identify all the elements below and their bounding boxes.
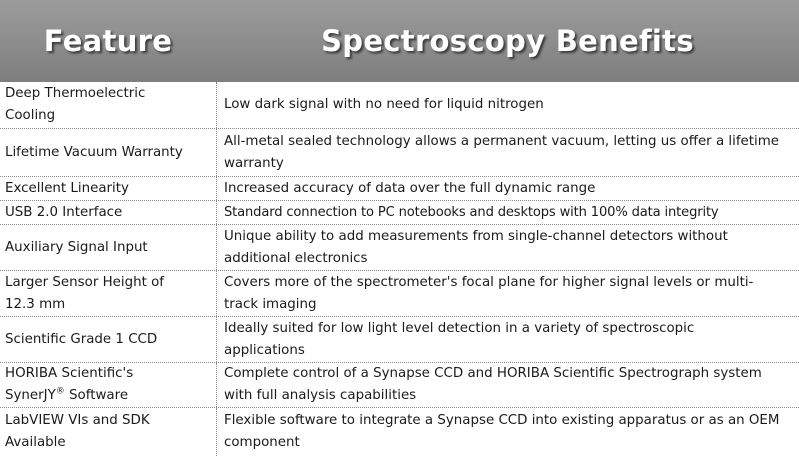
- benefit-text: Unique ability to add measurements from single-channel detectors without additional electronics: [224, 228, 728, 266]
- feature-text: USB 2.0 Interface: [5, 204, 123, 220]
- benefit-cell: [216, 201, 799, 224]
- table-row: [0, 408, 799, 456]
- table-row: [0, 177, 799, 201]
- feature-text-main: HORIBA Scientific's SynerJY: [5, 366, 134, 403]
- feature-text: Scientific Grade 1 CCD: [5, 331, 158, 347]
- feature-text-tail: Software: [64, 388, 129, 403]
- feature-text: Lifetime Vacuum Warranty: [5, 144, 183, 160]
- benefit-text: Low dark signal with no need for liquid nitrogen: [224, 97, 544, 112]
- feature-text: Larger Sensor Height of 12.3 mm: [5, 274, 165, 312]
- benefit-cell: [216, 408, 799, 456]
- feature-cell: [0, 82, 216, 128]
- header-feature: Feature: [43, 24, 173, 58]
- benefit-cell: [216, 317, 799, 362]
- benefit-cell: [216, 363, 799, 407]
- benefit-text: Flexible software to integrate a Synapse CCD into existing apparatus or as an OEM component: [224, 413, 780, 450]
- header-spectroscopy-benefits: Spectroscopy Benefits: [321, 24, 694, 58]
- table-row: [0, 271, 799, 317]
- feature-cell: [0, 363, 216, 407]
- benefit-text: Ideally suited for low light level detection in a variety of spectroscopic applications: [224, 320, 695, 358]
- table-row: [0, 225, 799, 271]
- feature-cell: [0, 177, 216, 200]
- benefit-text: Covers more of the spectrometer's focal plane for higher signal levels or multi-track imaging: [224, 274, 754, 312]
- feature-text: Excellent Linearity: [5, 180, 129, 196]
- feature-text: LabVIEW VIs and SDK Available: [5, 413, 150, 450]
- feature-cell: [0, 225, 216, 270]
- feature-cell: [0, 271, 216, 316]
- benefit-cell: [216, 82, 799, 128]
- feature-cell: [0, 317, 216, 362]
- benefit-text: Standard connection to PC notebooks and desktops with 100% data integrity: [224, 204, 719, 220]
- table-row: [0, 129, 799, 177]
- benefit-text: All-metal sealed technology allows a permanent vacuum, letting us offer a lifetime warranty: [224, 133, 780, 171]
- feature-text: Auxiliary Signal Input: [5, 239, 148, 255]
- table-header: [0, 0, 799, 82]
- feature-text: [5, 363, 170, 407]
- benefit-text: Increased accuracy of data over the full dynamic range: [224, 180, 596, 196]
- benefit-cell: [216, 177, 799, 200]
- feature-cell: [0, 408, 216, 456]
- table-row: [0, 363, 799, 408]
- table-row: [0, 82, 799, 129]
- benefit-text: Complete control of a Synapse CCD and HORIBA Scientific Spectrograph system with full analysis capabilities: [224, 366, 762, 403]
- feature-text: Deep Thermoelectric Cooling: [5, 86, 146, 123]
- table-row: [0, 317, 799, 363]
- feature-cell: [0, 129, 216, 176]
- registered-mark: ®: [55, 386, 65, 397]
- benefit-cell: [216, 271, 799, 316]
- benefit-cell: [216, 129, 799, 176]
- table-row: [0, 201, 799, 225]
- feature-cell: [0, 201, 216, 224]
- benefit-cell: [216, 225, 799, 270]
